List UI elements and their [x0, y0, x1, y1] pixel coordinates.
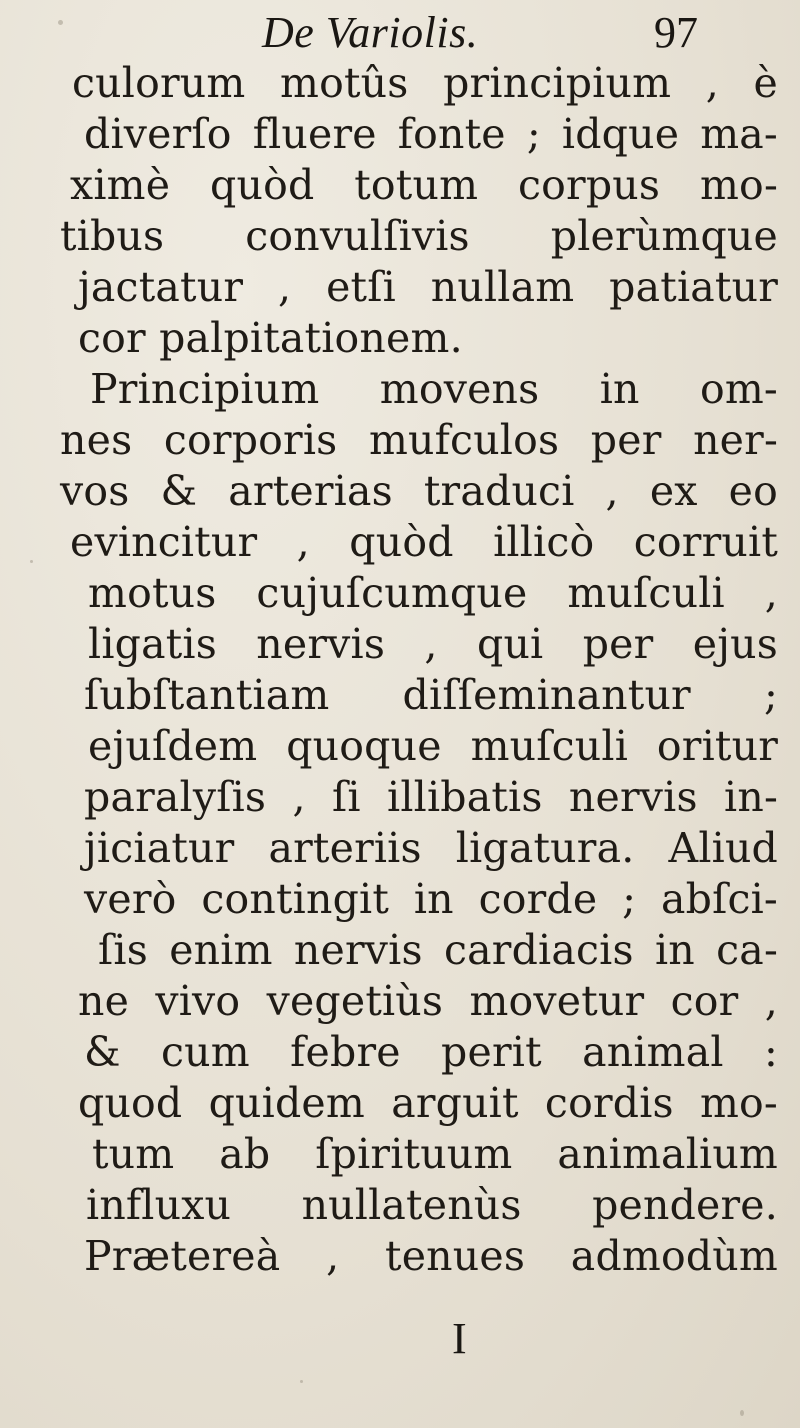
text-line: vos & arterias traduci , ex eo — [60, 467, 778, 515]
text-line: cor palpitationem. — [78, 314, 463, 362]
signature-mark: I — [452, 1314, 467, 1363]
text-line: Principium movens in om- — [90, 365, 778, 413]
paper-speck — [300, 1380, 303, 1383]
text-line: ſis enim nervis cardiacis in ca- — [98, 926, 778, 974]
paper-speck — [58, 20, 63, 25]
text-line: tum ab ſpirituum animalium — [92, 1130, 778, 1178]
text-line: culorum motûs principium , è — [72, 59, 778, 107]
paper-speck — [30, 560, 33, 563]
text-line: jiciatur arteriis ligatura. Aliud — [84, 824, 778, 872]
text-line: paralyſis , ſi illibatis nervis in- — [84, 773, 778, 821]
text-line: quod quidem arguit cordis mo- — [78, 1079, 778, 1127]
text-line: ejuſdem quoque muſculi oritur — [88, 722, 778, 770]
text-line: jactatur , etſi nullam patiatur — [78, 263, 778, 311]
text-line: Prætereà , tenues admodùm — [84, 1232, 778, 1280]
paper-speck — [740, 1410, 744, 1416]
text-line: ſubſtantiam diſſeminantur ; — [84, 671, 778, 719]
text-line: tibus convulſivis plerùmque — [60, 212, 778, 260]
text-line: ligatis nervis , qui per ejus — [88, 620, 778, 668]
text-line: ximè quòd totum corpus mo- — [70, 161, 778, 209]
text-line: & cum febre perit animal : — [84, 1028, 778, 1076]
text-line: ne vivo vegetiùs movetur cor , — [78, 977, 778, 1025]
text-line: motus cujuſcumque muſculi , — [88, 569, 778, 617]
running-head-title: De Variolis. — [262, 8, 479, 57]
text-line: diverſo fluere fonte ; idque ma- — [84, 110, 778, 158]
text-line: nes corporis mufculos per ner- — [60, 416, 778, 464]
text-line: verò contingit in corde ; abſci- — [84, 875, 778, 923]
page-number: 97 — [654, 8, 698, 57]
text-line: evincitur , quòd illicò corruit — [70, 518, 778, 566]
body-text — [48, 58, 778, 1282]
running-head — [262, 8, 742, 58]
text-line: influxu nullatenùs pendere. — [86, 1181, 778, 1229]
